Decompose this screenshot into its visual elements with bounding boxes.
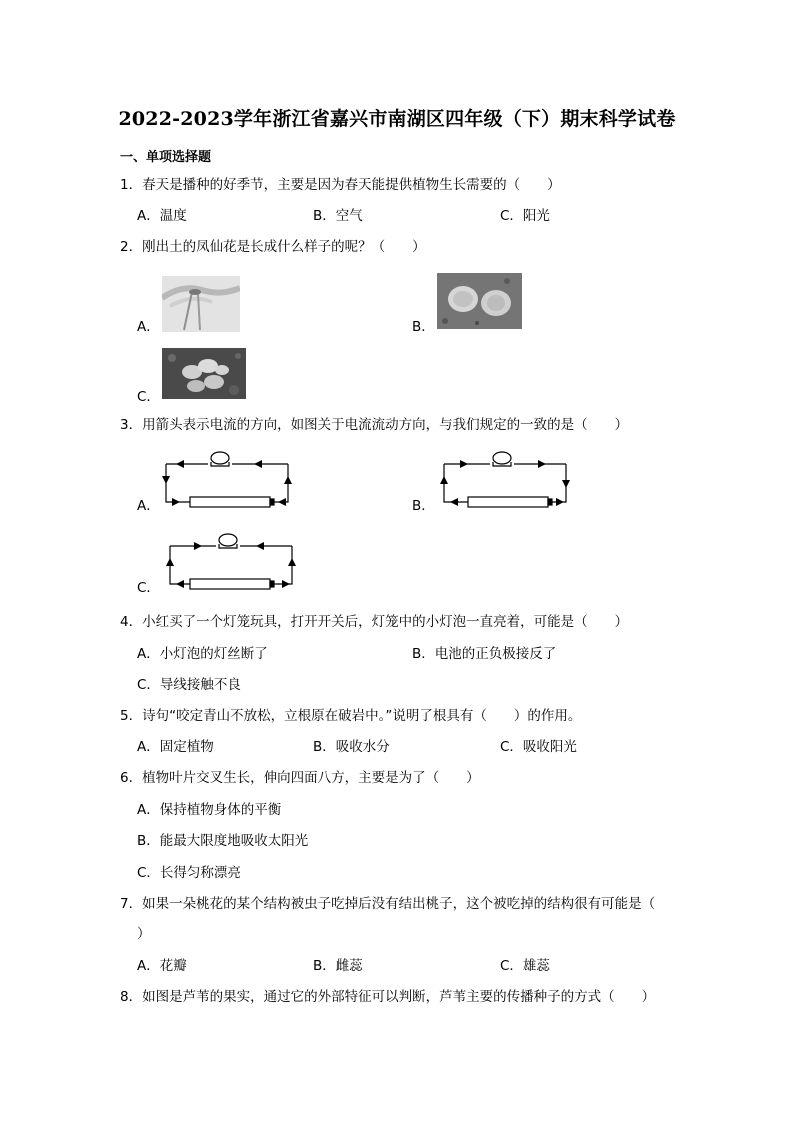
- q5-option-b: B．吸收水分: [313, 739, 390, 755]
- question-4: 4．小红买了一个灯笼玩具，打开开关后，灯笼中的小灯泡一直亮着，可能是（ ）: [120, 614, 629, 630]
- question-1: 1．春天是播种的好季节，主要是因为春天能提供植物生长需要的（ ）: [120, 177, 561, 193]
- question-5: 5．诗句“咬定青山不放松，立根原在破岩中。”说明了根具有（ ）的作用。: [120, 708, 582, 724]
- q5-option-a: A．固定植物: [137, 739, 214, 755]
- exam-title: 2022-2023学年浙江省嘉兴市南湖区四年级（下）期末科学试卷: [118, 108, 676, 130]
- q4-option-c: C．导线接触不良: [137, 677, 241, 693]
- q2-option-b: B．: [412, 319, 435, 335]
- q1-option-c: C．阳光: [500, 208, 550, 224]
- q7-option-c: C．雄蕊: [500, 958, 550, 974]
- q1-option-a: A．温度: [137, 208, 187, 224]
- q7-option-b: B．雌蕊: [313, 958, 363, 974]
- q6-option-b: B．能最大限度地吸收太阳光: [137, 833, 309, 849]
- section-heading: 一、单项选择题: [120, 150, 212, 165]
- q3-option-a: A．: [137, 498, 160, 514]
- q2-option-a: A．: [137, 319, 160, 335]
- q6-option-a: A．保持植物身体的平衡: [137, 802, 282, 818]
- seedling-image-b: [437, 273, 522, 329]
- circuit-diagram-c: [164, 530, 298, 592]
- q3-option-b: B．: [412, 498, 435, 514]
- q6-option-c: C．长得匀称漂亮: [137, 865, 241, 881]
- seedling-image-a: [162, 276, 240, 332]
- question-3: 3．用箭头表示电流的方向，如图关于电流流动方向，与我们规定的一致的是（ ）: [120, 417, 629, 433]
- q4-option-a: A．小灯泡的灯丝断了: [137, 646, 268, 662]
- question-6: 6．植物叶片交叉生长，伸向四面八方，主要是为了（ ）: [120, 770, 480, 786]
- q2-option-c: C．: [137, 389, 160, 405]
- q5-option-c: C．吸收阳光: [500, 739, 577, 755]
- question-8: 8．如图是芦苇的果实，通过它的外部特征可以判断，芦苇主要的传播种子的方式（ ）: [120, 989, 656, 1005]
- question-7: 7．如果一朵桃花的某个结构被虫子吃掉后没有结出桃子，这个被吃掉的结构很有可能是（: [120, 896, 656, 912]
- q4-option-b: B．电池的正负极接反了: [412, 646, 557, 662]
- circuit-diagram-a: [160, 448, 294, 510]
- q7-option-a: A．花瓣: [137, 958, 187, 974]
- seedling-image-c: [162, 348, 246, 399]
- q1-option-b: B．空气: [313, 208, 363, 224]
- circuit-diagram-b: [438, 448, 572, 510]
- question-7-continued: ）: [137, 926, 151, 942]
- question-2: 2．刚出土的凤仙花是长成什么样子的呢？（ ）: [120, 239, 426, 255]
- q3-option-c: C．: [137, 580, 160, 596]
